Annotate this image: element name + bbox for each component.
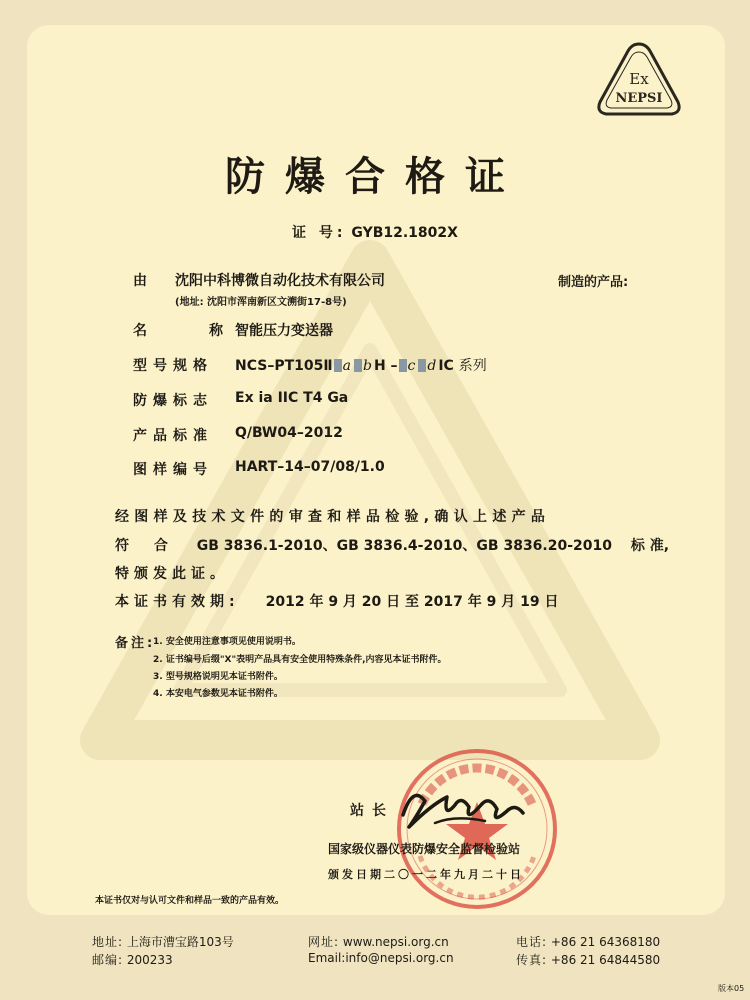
footer-email-value: info@nepsi.org.cn	[345, 951, 454, 965]
footer-fax	[516, 951, 660, 968]
edition-label: 版本05	[718, 984, 745, 993]
product-header: 制造的产品:	[558, 275, 629, 290]
model-code-c: c	[407, 358, 416, 374]
remarks-label: 备注:	[115, 636, 156, 651]
statement-line-2	[115, 535, 669, 555]
footer-phone-value: +86 21 64368180	[550, 935, 661, 949]
issuer-address: (地址: 沈阳市浑南新区文溯街17-8号)	[175, 297, 347, 308]
footer-address	[92, 933, 234, 950]
certificate-number: GYB12.1802X	[351, 225, 458, 241]
footer-postcode-label: 邮编:	[92, 953, 124, 967]
certificate-number-label: 证 号:	[292, 225, 347, 241]
footer-fax-label: 传真:	[516, 953, 548, 967]
footer-postcode	[92, 951, 173, 968]
watermark-emblem-icon	[80, 240, 660, 760]
footer-address-value: 上海市漕宝路103号	[126, 935, 234, 949]
redaction-mark	[418, 359, 426, 372]
issuer-label: 由	[133, 273, 147, 289]
footer-website	[308, 933, 449, 950]
director-label: 站长	[350, 803, 394, 819]
product-standard-value: Q/BW04–2012	[235, 425, 343, 441]
model-label: 型号规格	[133, 358, 213, 374]
product-name-label-a: 名	[133, 323, 147, 339]
model-roman: Ⅱ	[323, 358, 333, 374]
certificate-number-line	[0, 222, 750, 242]
model-suffix: IC	[438, 358, 454, 374]
statement-standard-suffix: 标 准,	[630, 538, 670, 554]
statement-comply-label: 符 合	[115, 538, 178, 554]
product-name-label	[133, 320, 223, 340]
footer-postcode-value: 200233	[126, 953, 173, 967]
model-value	[235, 355, 487, 375]
product-name-label-b: 称	[209, 323, 223, 339]
model-mid: H –	[373, 358, 398, 374]
statement-line-1: 经图样及技术文件的审查和样品检验,确认上述产品	[115, 509, 551, 525]
logo-nepsi-text: NEPSI	[615, 91, 663, 106]
validity-line	[115, 591, 558, 611]
remark-item: 3. 型号规格说明见本证书附件。	[153, 672, 283, 682]
issuer-company: 沈阳中科博微自动化技术有限公司	[175, 273, 385, 289]
drawing-number-value: HART–14–07/08/1.0	[235, 459, 385, 475]
issuing-station: 国家级仪器仪表防爆安全监督检验站	[328, 842, 521, 856]
logo-ex-text: Ex	[629, 70, 649, 88]
remark-item: 4. 本安电气参数见本证书附件。	[153, 689, 283, 699]
validity-note: 本证书仅对与认可文件和样品一致的产品有效。	[95, 896, 285, 906]
statement-line-3: 特颁发此证。	[115, 566, 229, 582]
director-signature	[395, 775, 535, 845]
model-code-a: a	[342, 358, 351, 374]
redaction-mark	[334, 359, 342, 372]
model-series: 系列	[458, 358, 487, 374]
footer-fax-value: +86 21 64844580	[550, 953, 661, 967]
remark-item: 1. 安全使用注意事项见使用说明书。	[153, 637, 301, 647]
statement-standards: GB 3836.1-2010、GB 3836.4-2010、GB 3836.20-2010	[196, 538, 612, 554]
remark-item: 2. 证书编号后缀"X"表明产品具有安全使用特殊条件,内容见本证书附件。	[153, 655, 447, 665]
footer-website-value: www.nepsi.org.cn	[342, 935, 449, 949]
issue-date: 颁发日期二〇一二年九月二十日	[328, 868, 524, 881]
validity-value: 2012 年 9 月 20 日 至 2017 年 9 月 19 日	[265, 594, 559, 610]
footer-email-label: Email:	[308, 951, 346, 965]
product-name-value: 智能压力变送器	[235, 323, 333, 339]
validity-label: 本证书有效期:	[115, 594, 240, 610]
drawing-number-label: 图样编号	[133, 462, 213, 478]
ex-marking-value: Ex ia IIC T4 Ga	[235, 390, 349, 406]
footer-website-label: 网址:	[308, 935, 340, 949]
model-code-b: b	[362, 358, 372, 374]
ex-marking-label: 防爆标志	[133, 393, 213, 409]
nepsi-logo	[594, 40, 684, 120]
redaction-mark	[354, 359, 362, 372]
footer-address-label: 地址:	[92, 935, 124, 949]
model-code-d: d	[427, 358, 437, 374]
model-prefix: NCS–PT105	[235, 358, 324, 374]
redaction-mark	[399, 359, 407, 372]
footer-phone	[516, 933, 660, 950]
certificate-title: 防爆合格证	[225, 154, 525, 200]
product-standard-label: 产品标准	[133, 428, 213, 444]
footer-email	[308, 951, 454, 965]
footer-phone-label: 电话:	[516, 935, 548, 949]
